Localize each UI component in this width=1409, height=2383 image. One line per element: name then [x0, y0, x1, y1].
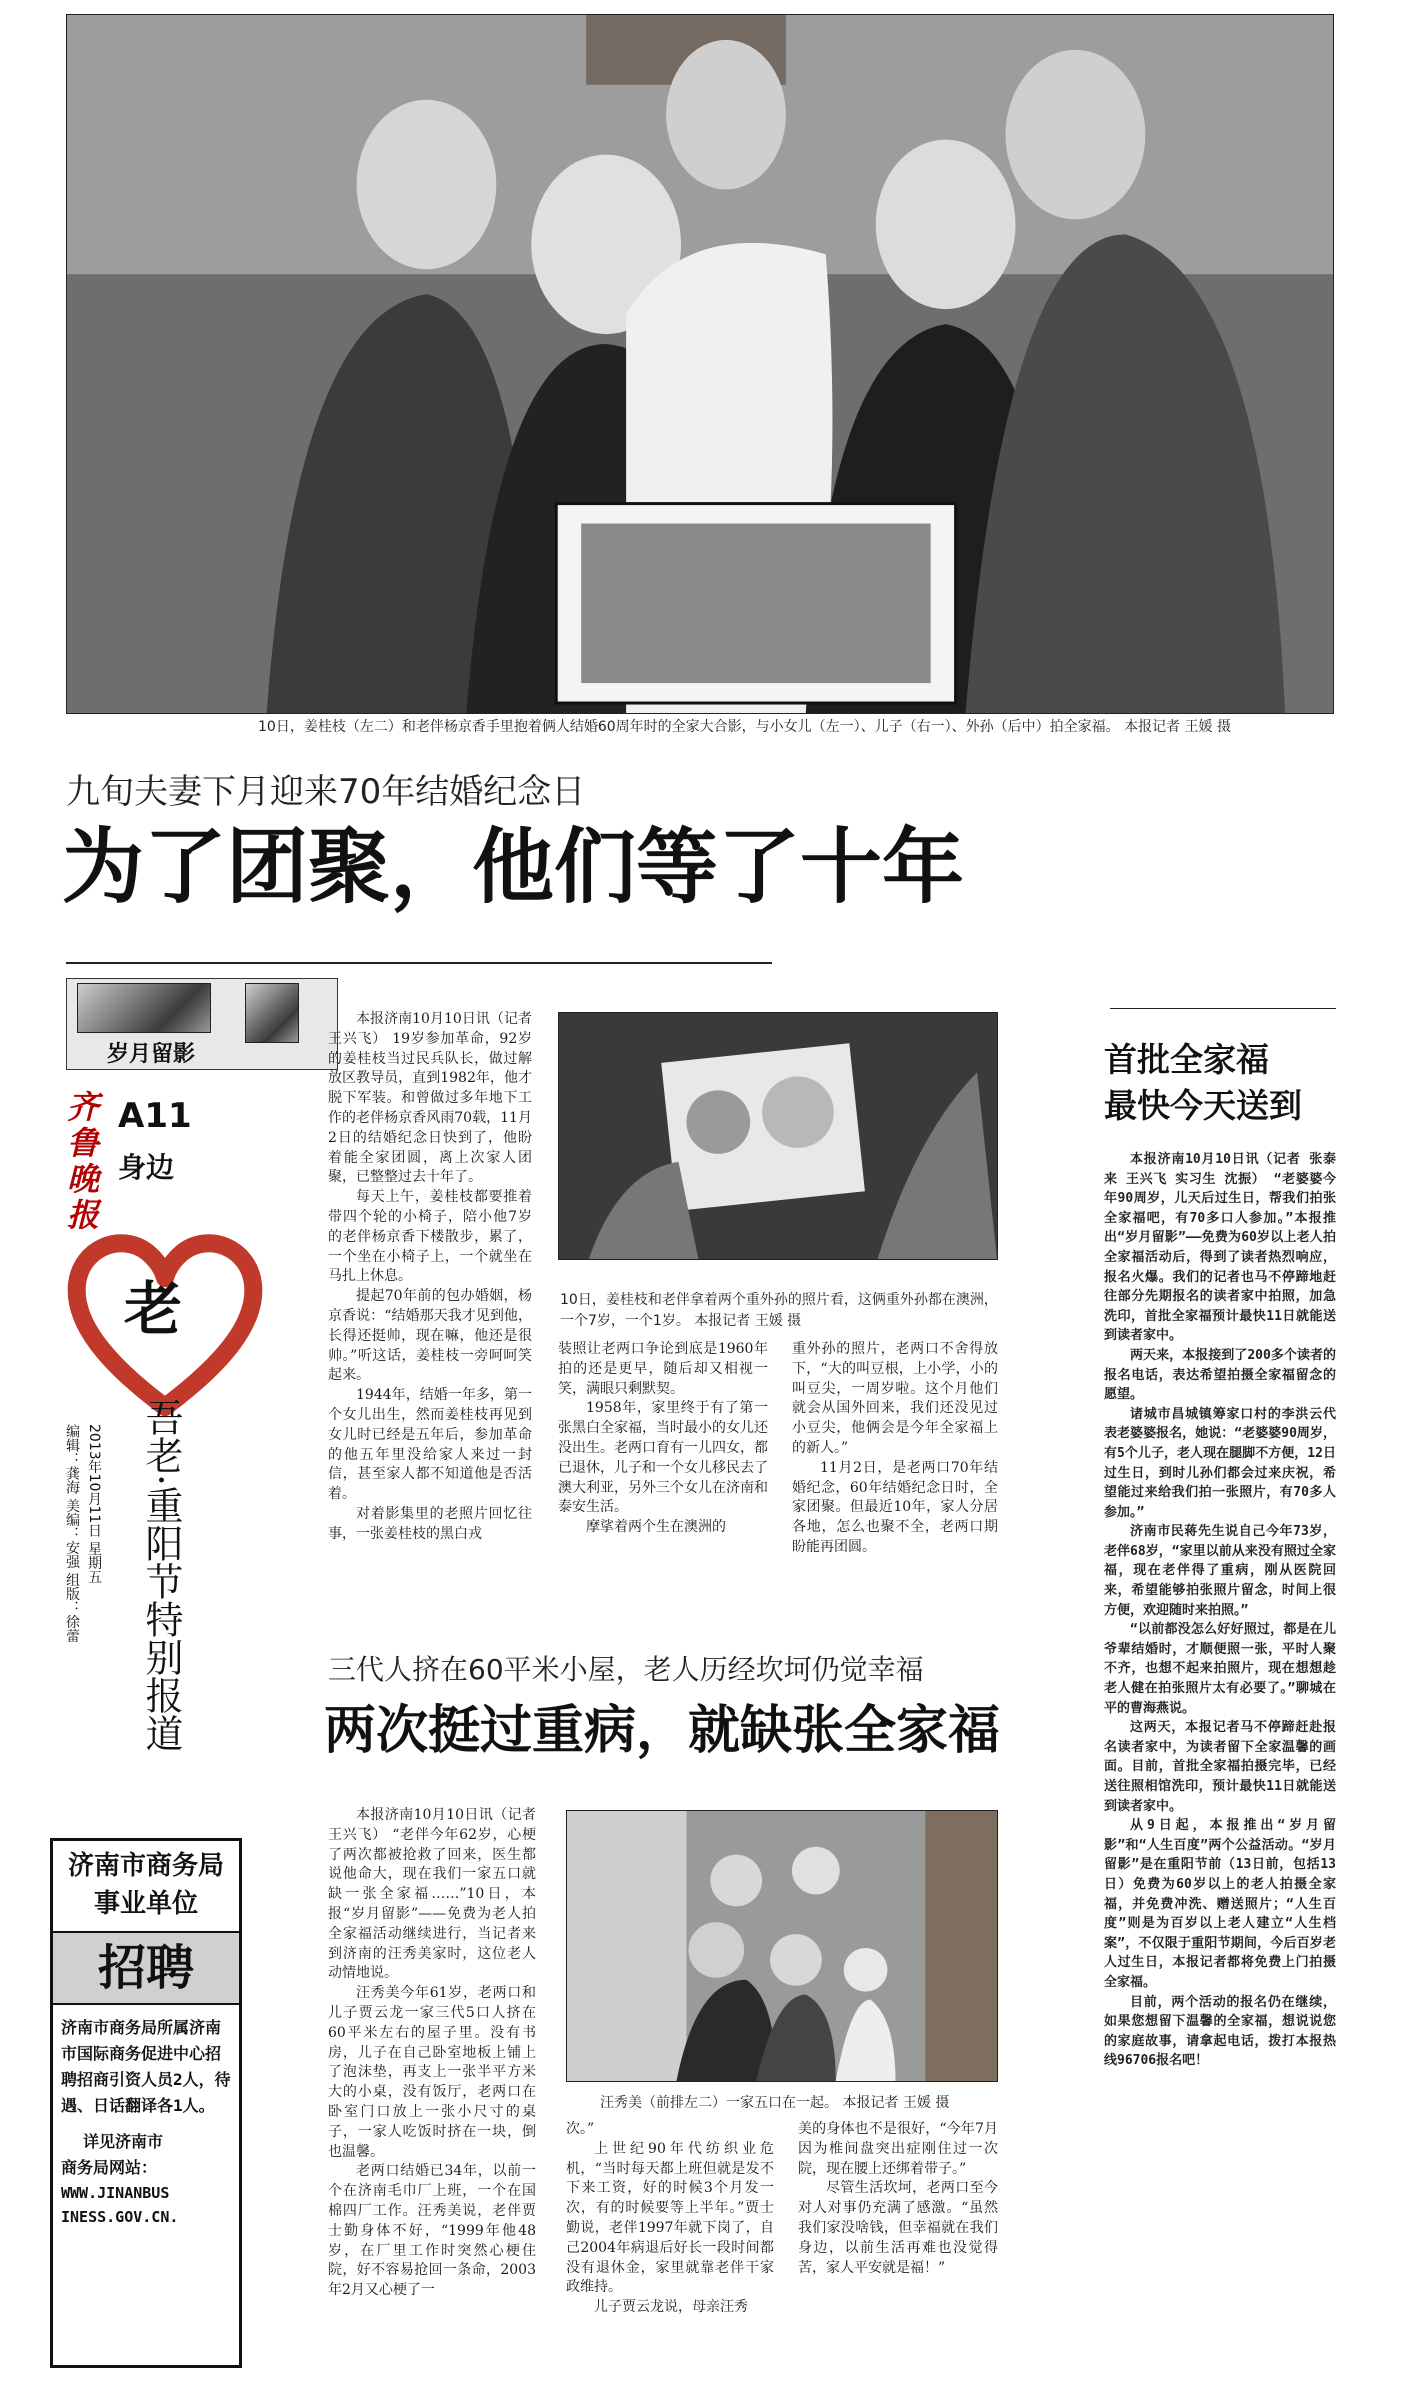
grandchildren-illustration [559, 1013, 997, 1259]
grandchildren-caption: 10日，姜桂枝和老伴拿着两个重外孙的照片看，这俩重外孙都在澳洲，一个7岁，一个1岁。 本报记者 王媛 摄 [560, 1292, 998, 1329]
top-family-photo [66, 14, 1334, 714]
second-col2-p2: 上世纪90年代纺织业危机，“当时每天都上班但就是发不下来工资，好的时候3个月发一次，有的时候要等上半年。”贾士勤说，老伴1997年就下岗了，自己2004年病退后好长一段时间都没有退休金，家里就靠老伴干家政维持。 [566, 2140, 774, 2296]
second-col3 [798, 2120, 998, 2376]
paper-name: 齐鲁晚报 [62, 1090, 100, 1234]
sidebar-p6: 这两天，本报记者马不停蹄赶赴报名读者家中，为读者留下全家温馨的画面。目前，首批全家福拍摄完毕，已经送往照相馆洗印，预计最快11日就能送到读者家中。 [1104, 1720, 1336, 1814]
ad-body: 济南市商务局所属济南市国际商务促进中心招聘招商引资人员2人，待遇、日话翻译各1人。 [61, 2018, 231, 2115]
family-photo-illustration [67, 15, 1333, 713]
second-col2-p3: 儿子贾云龙说，母亲汪秀 [594, 2299, 748, 2316]
main-col1-p3: 提起70年前的包办婚姻，杨京香说：“结婚那天我才见到他，长得还挺帅，现在嘛，他还是很帅。”听这话，姜桂枝一旁呵呵笑起来。 [328, 1288, 532, 1384]
sidebar-p5: “以前都没怎么好好照过，都是在儿爷辈结婚时，才顺便照一张，平时人聚不齐，也想不起来拍照片，现在想想趁老人健在拍张照片太有必要了。”聊城在平的曹海燕说。 [1104, 1622, 1336, 1716]
column-portrait [245, 983, 299, 1043]
main-col2-p2: 1958年，家里终于有了第一张黑白全家福，当时最小的女儿还没出生。老两口育有一儿四女，都已退休，儿子和一个女儿移民去了澳大利亚，另外三个女儿在济南和泰安生活。 [558, 1400, 768, 1516]
top-photo-caption: 10日，姜桂枝（左二）和老伴杨京香手里抱着俩人结婚60周年时的全家大合影，与小女儿（左一）、儿子（右一）、外孙（后中）拍全家福。 本报记者 王媛 摄 [258, 719, 1231, 735]
sidebar-p3: 诸城市昌城镇筹家口村的李洪云代表老婆婆报名，她说：“老婆婆90周岁，有5个儿子，老人现在腿脚不方便，12日过生日，到时儿孙们都会过来庆祝，希望能过来给我们拍一张照片，有70多人参加。” [1104, 1406, 1336, 1520]
wang-family-caption: 汪秀美（前排左二）一家五口在一起。 本报记者 王媛 摄 [600, 2095, 950, 2111]
main-col2-p1: 装照让老两口争论到底是1960年拍的还是更早，随后却又相视一笑，满眼只剩默契。 [558, 1341, 768, 1397]
sidebar-p2: 两天来，本报接到了200多个读者的报名电话，表达希望拍摄全家福留念的愿望。 [1104, 1347, 1336, 1403]
ad-url-line2[interactable]: INESS.GOV.CN. [61, 2208, 179, 2226]
sidebar-p7: 从9日起，本报推出“岁月留影”和“人生百度”两个公益活动。“岁月留影”是在重阳节前（13日前，包括13日）免费为60岁以上的老人拍摄全家福，并免费冲洗、赠送照片；“人生百度”则是为百岁以上老人建立“人生档案”，不仅限于重阳节期间，今后百岁老人过生日，本报记者都将免费上门拍摄全家福。 [1104, 1818, 1336, 1990]
main-col1-p5: 对着影集里的老照片回忆往事，一张姜桂枝的黑白戎 [328, 1505, 532, 1542]
heart-character: 老 [124, 1275, 183, 1343]
column-label: 岁月留影 [107, 1042, 196, 1067]
ad-band: 招聘 [53, 1931, 239, 2005]
column-name: 吾老·重阳节特别报道 [139, 1398, 183, 1753]
sidebar-body [1104, 1150, 1336, 2376]
sidebar-headline-line1: 首批全家福 [1104, 1040, 1269, 1079]
main-kicker: 九旬夫妻下月迎来70年结婚纪念日 [66, 772, 586, 812]
main-col2-p3: 摩挲着两个生在澳洲的 [586, 1519, 726, 1536]
wang-family-illustration [567, 1811, 997, 2081]
section-name: 身边 [118, 1151, 175, 1184]
wang-family-photo [566, 1810, 998, 2082]
second-col3-p1: 美的身体也不是很好，“今年7月因为椎间盘突出症刚住过一次院，现在腰上还绑着带子。” [798, 2121, 998, 2177]
main-col1-p1: 本报济南10月10日讯（记者 王兴飞） 19岁参加革命，92岁的姜桂枝当过民兵队长，做过解放区教导员，直到1982年，他才脱下军装。和曾做过多年地下工作的老伴杨京香风雨70载，11月2日的结婚纪念日快到了，他盼着能全家团圆，离上次家人团聚，已整整过去十年了。 [328, 1011, 532, 1186]
grandchildren-photo [558, 1012, 998, 1260]
sidebar-p1: 本报济南10月10日讯（记者 张泰来 王兴飞 实习生 沈振） “老婆婆今年90周岁，儿天后过生日，帮我们拍张全家福吧，有70多口人参加。”本报推出“岁月留影”——免费为60岁以上老人拍全家福活动后，得到了读者热烈响应，报名火爆。我们的记者也马不停蹄地赶往部分先期报名的读者家中拍照，加急洗印，首批全家福预计最快11日就能送到读者家中。 [1104, 1152, 1336, 1344]
ad-title-line1: 济南市商务局 [67, 1851, 224, 1881]
column-logo-box [66, 978, 338, 1070]
main-col3-p2: 11月2日，是老两口70年结婚纪念，60年结婚纪念日时，全家团聚。但最近10年，家人分居各地，怎么也聚不全，老两口期盼能再团圆。 [792, 1459, 998, 1555]
sidebar-headline-line2: 最快今天送到 [1104, 1086, 1302, 1125]
sidebar-p8: 目前，两个活动的报名仍在继续，如果您想留下温馨的全家福，想说说您的家庭故事，请拿起电话，拨打本报热线96706报名吧！ [1104, 1994, 1336, 2069]
ad-tail-line2: 商务局网站： [61, 2158, 158, 2177]
second-kicker: 三代人挤在60平米小屋，老人历经坎坷仍觉幸福 [328, 1653, 924, 1686]
headline-rule [66, 962, 772, 964]
ad-title-line2: 事业单位 [93, 1889, 198, 1919]
second-col3-p2: 尽管生活坎坷，老两口至今对人对事仍充满了感激。“虽然我们家没啥钱，但幸福就在我们身边，以前生活再难也没觉得苦，家人平安就是福！” [798, 2180, 998, 2276]
main-col1-p4: 1944年，结婚一年多，第一个女儿出生，然而姜桂枝再见到女儿时已经是五年后，参加革命的他五年里没给家人来过一封信，甚至家人都不知道他是否活着。 [328, 1387, 532, 1503]
sidebar-p4: 济南市民蒋先生说自己今年73岁，老伴68岁，“家里以前从来没有照过全家福，现在老伴得了重病，刚从医院回来，希望能够拍张照片留念，时间上很方便，欢迎随时来拍照。” [1104, 1524, 1336, 1618]
main-headline: 为了团聚，他们等了十年 [62, 820, 965, 915]
main-col1 [328, 1010, 532, 1590]
main-col3-p1: 重外孙的照片，老两口不舍得放下，“大的叫豆根，上小学，小的叫豆尖，一周岁啦。这个月他们就会从国外回来，我们还没见过小豆尖，他俩会是今年全家福上的新人。” [792, 1341, 998, 1456]
second-col1-p1: 本报济南10月10日讯（记者 王兴飞） “老伴今年62岁，心梗了两次都被抢救了回来，医生都说他命大，现在我们一家五口就缺一张全家福……”10日，本报“岁月留影”——免费为老人拍全家福活动继续进行，当记者来到济南的汪秀美家时，这位老人动情地说。 [328, 1807, 536, 1982]
second-col1-p3: 老两口结婚已34年，以前一个在济南毛巾厂上班，一个在国棉四厂工作。汪秀美说，老伴贾士勤身体不好，“1999年他48岁，在厂里工作时突然心梗住院，好不容易抢回一条命，2003年2月又心梗了一 [328, 2163, 536, 2299]
second-headline: 两次挺过重病，就缺张全家福 [324, 1701, 1001, 1761]
second-col1 [328, 1806, 536, 2376]
recruitment-ad[interactable] [50, 1838, 242, 2368]
second-col2 [566, 2120, 774, 2376]
date-line: 2013年10月11日 星期五 [86, 1424, 102, 1584]
main-col3 [792, 1340, 998, 1590]
column-thumbnail [77, 983, 211, 1033]
page-number: A11 [118, 1096, 192, 1136]
sidebar-top-rule [1110, 1008, 1336, 1009]
ad-tail-line1: 详见济南市 [83, 2132, 164, 2151]
editors-line: 编辑：龚海 美编：安强 组版：徐蕾 [64, 1424, 80, 1643]
second-col1-p2: 汪秀美今年61岁，老两口和儿子贾云龙一家三代5口人挤在60平米左右的屋子里。没有书房，儿子在自己卧室地板上铺上了泡沫垫，再支上一张半平方米大的小桌，没有饭厅，老两口在卧室门口放上一张小尺寸的桌子，一家人吃饭时挤在一块，倒也温馨。 [328, 1985, 536, 2160]
ad-url-line1[interactable]: WWW.JINANBUS [61, 2184, 170, 2202]
second-col2-p1: 次。” [566, 2121, 595, 2137]
main-col1-p2: 每天上午，姜桂枝都要推着带四个轮的小椅子，陪小他7岁的老伴杨京香下楼散步，累了，一个坐在小椅子上，一个就坐在马扎上休息。 [328, 1189, 532, 1285]
main-col2 [558, 1340, 768, 1590]
